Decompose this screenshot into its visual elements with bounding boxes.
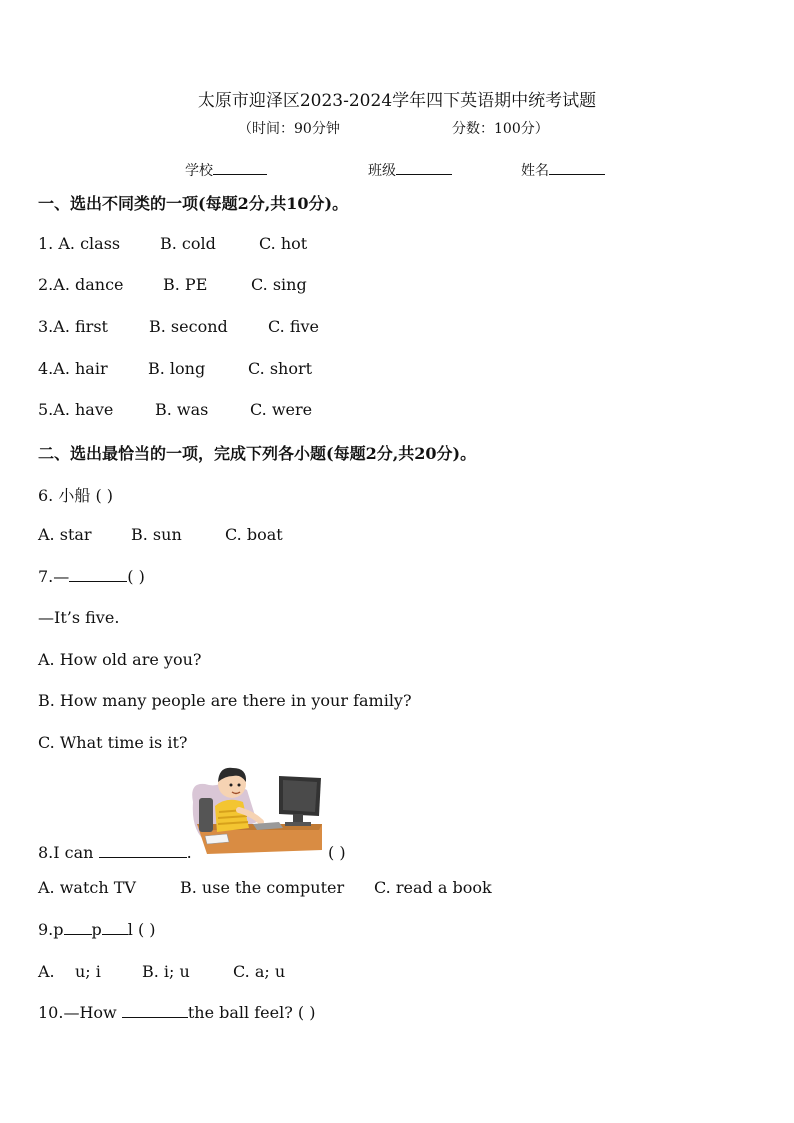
- q9-c: C. a; u: [233, 962, 286, 981]
- q10-blank[interactable]: [122, 1003, 188, 1018]
- q8-a: A. watch TV: [38, 878, 136, 897]
- q2-b: B. PE: [163, 275, 208, 294]
- q5-c: C. were: [250, 400, 313, 419]
- school-field[interactable]: [185, 160, 267, 180]
- q4-a: 4.A. hair: [38, 359, 108, 378]
- q8-stem: [38, 843, 192, 862]
- q3-c: C. five: [268, 317, 320, 336]
- q5-b: B. was: [155, 400, 209, 419]
- q10-stem: [38, 1003, 315, 1022]
- q8-c: C. read a book: [374, 878, 492, 897]
- q2-c: C. sing: [251, 275, 307, 294]
- q8-b: B. use the computer: [180, 878, 345, 897]
- page-title: 太原市迎泽区2023-2024学年四下英语期中统考试题: [197, 91, 597, 111]
- school-blank[interactable]: [213, 160, 267, 175]
- q7-b: B. How many people are there in your family?: [38, 691, 412, 710]
- class-blank[interactable]: [396, 160, 452, 175]
- q6-a: A. star: [38, 525, 92, 544]
- q6-b: B. sun: [131, 525, 182, 544]
- q8-paren: ( ): [328, 843, 346, 862]
- q7-a: A. How old are you?: [38, 650, 202, 669]
- q9-part1: 9.p: [38, 920, 64, 939]
- q7-prefix: 7.—: [38, 567, 70, 586]
- section2-heading: 二、选出最恰当的一项，完成下列各小题(每题2分,共20分)。: [38, 444, 477, 463]
- q9-blank-1[interactable]: [64, 920, 92, 935]
- q10-prefix: 10.—How: [38, 1003, 117, 1022]
- q5-a: 5.A. have: [38, 400, 114, 419]
- q2-a: 2.A. dance: [38, 275, 124, 294]
- q1-b: B. cold: [160, 234, 216, 253]
- q1-c: C. hot: [259, 234, 308, 253]
- exam-score: 分数：100分）: [452, 121, 549, 137]
- q8-blank[interactable]: [99, 843, 187, 858]
- class-field[interactable]: [368, 160, 452, 180]
- q6-stem: 6. 小船 ( ): [38, 486, 114, 505]
- q9-blank-2[interactable]: [102, 920, 128, 935]
- boy-computer-illustration: [187, 762, 327, 858]
- exam-time: （时间：90分钟: [238, 121, 340, 137]
- q6-c: C. boat: [225, 525, 283, 544]
- q1-a: 1. A. class: [38, 234, 121, 253]
- q9-b: B. i; u: [142, 962, 190, 981]
- q7-stem: [38, 567, 145, 586]
- name-field[interactable]: [521, 160, 605, 180]
- q9-part3: l ( ): [127, 920, 156, 939]
- q3-b: B. second: [149, 317, 228, 336]
- q10-suffix: the ball feel? ( ): [187, 1003, 316, 1022]
- q7-blank[interactable]: [69, 567, 127, 582]
- q7-c: C. What time is it?: [38, 733, 188, 752]
- q3-a: 3.A. first: [38, 317, 108, 336]
- q9-part2: p: [91, 920, 102, 939]
- name-blank[interactable]: [549, 160, 605, 175]
- q7-suffix: ( ): [127, 567, 145, 586]
- school-label: 学校: [185, 163, 213, 179]
- q4-c: C. short: [248, 359, 313, 378]
- section1-heading: 一、选出不同类的一项(每题2分,共10分)。: [38, 194, 349, 213]
- q8-prefix: 8.I can: [38, 843, 94, 862]
- q7-reply: —It’s five.: [38, 608, 120, 627]
- q8-suffix: .: [186, 843, 192, 862]
- q9-a: A. u; i: [38, 962, 101, 981]
- q4-b: B. long: [148, 359, 206, 378]
- name-label: 姓名: [521, 163, 549, 179]
- q9-stem: [38, 920, 156, 939]
- class-label: 班级: [368, 163, 396, 179]
